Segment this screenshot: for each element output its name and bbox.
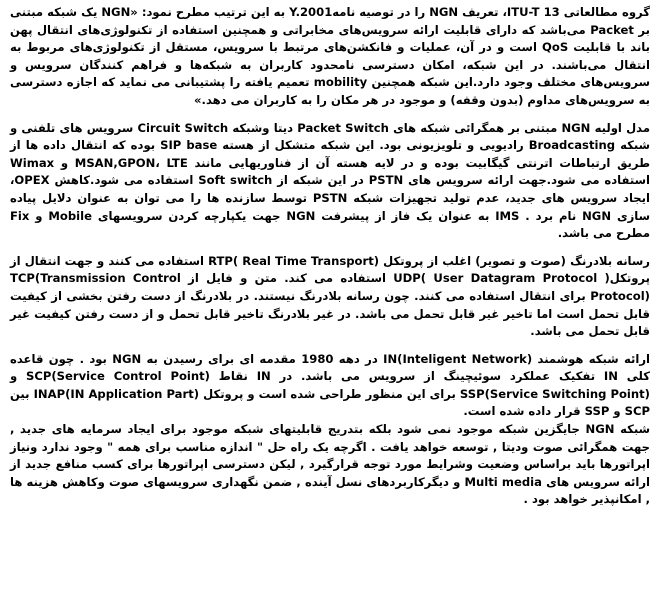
- paragraph-realtime-protocols: رسانه بلادرنگ (صوت و تصویر) اغلب از پروتکل RTP( Real Time Transport) استفاده می کنند و جهت انتقال از پروتکلUDP( User Datagram Protocol ) استفاده می کند. متن و فایل از TCP(Transmission Control Protocol) برای انتقال استفاده می کنند. چون رسانه بلادرنگ نیستند. در بلادرنگ از دست رفتن بخشی از کیفیت قابل تحمل است اما تاخیر غیر قابل تحمل می باشد. در غیر بلادرنگ تاخیر قابل تحمل و از دست رفتن کیفیت غیر قابل تحمل می باشد.: [10, 253, 650, 339]
- paragraph-ngn-definition: گروه مطالعاتی ITU-T 13، تعریف NGN را در توصیه نامهY.2001 به این ترتیب مطرح نمود: «NGN یک شبکه مبتنی بر Packet می‌باشد که دارای قابلیت ارائه سرویس‌های مخابراتی و همچنین استفاده از تکنولوژی‌های انتقال پهن باند با قابلیت QoS است و در آن، عملیات و فانکشن‌های مرتبط با سرویس، مستقل از تکنولوژی‌های مربوط به انتقال می‌باشند. در این شبکه، امکان دسترسی نامحدود کاربران به شبکه‌ها و فراهم کنندگان سرویس و سرویس‌های مختلف وجود دارد.این شبکه همچنین mobility تعمیم یافته را پشتیبانی می نماید که اجازه دسترسی به سرویس‌های مداوم (بدون وقفه) و موجود در هر مکان را به کاربران می دهد.»: [10, 5, 651, 107]
- paragraph-ngn-migration: شبکه NGN جایگزین شبکه موجود نمی شود بلکه بتدریج قابلیتهای شبکه موجود برای ایجاد سرمایه های جدید , جهت همگرائی صوت ودیتا , توسعه خواهد یافت . اگرچه یک راه حل " اندازه مناسب برای همه " وجود ندارد ونیاز اپراتورها باید براساس وضعیت وشرایط مورد توجه قرارگیرد , لیکن دسترسی اپراتورها برای کسب منافع جدید از ارائه سرویس های Multi media و دیگرکاربردهای نسل آینده , ضمن نگهداری سرویسهای صوت وکاهش هزینه ها , امکانپذیر خواهد بود .: [10, 422, 651, 507]
- paragraph-intelligent-network: ارائه شبکه هوشمند IN(Inteligent Network) در دهه 1980 مقدمه ای برای رسیدن به NGN بود . چون قاعده کلی IN تفکیک عملکرد سوئیچینگ از سرویس می باشد. در IN نقاط SCP(Service Control Point) و SSP(Service Switching Point) برای این منظور طراحی شده است و پروتکل INAP(IN Application Part) بین SCP و SSP قرار داده شده است.: [10, 351, 651, 419]
- paragraph-ngn-initial-model: مدل اولیه NGN مبتنی بر همگرائی شبکه های Packet Switch دیتا وشبکه Circuit Switch سرویس های تلفنی و شبکه Broadcasting رادیویی و تلویزیونی بود. این شبکه متشکل از هسته SIP base بوده که انتقال داده ها از طریق ارتباطات اترنتی گیگابیت بوده و در لایه هسته آن از فناوریهایی مانند MSAN,GPON، LTE و Wimax استفاده می شود.جهت ارائه سرویس های PSTN در این شبکه از Soft switch استفاده می شود.کاهش OPEX، ایجاد سرویس های جدید، عدم تولید تجهیزات شبکه PSTN توسط سازنده ها را می توان به عنوان دلایل پیاده سازی NGN نام برد . IMS به عنوان یک فاز از پیشرفت NGN جهت یکپارچه کردن سرویسهای Mobile و Fix مطرح می باشد.: [10, 120, 651, 241]
